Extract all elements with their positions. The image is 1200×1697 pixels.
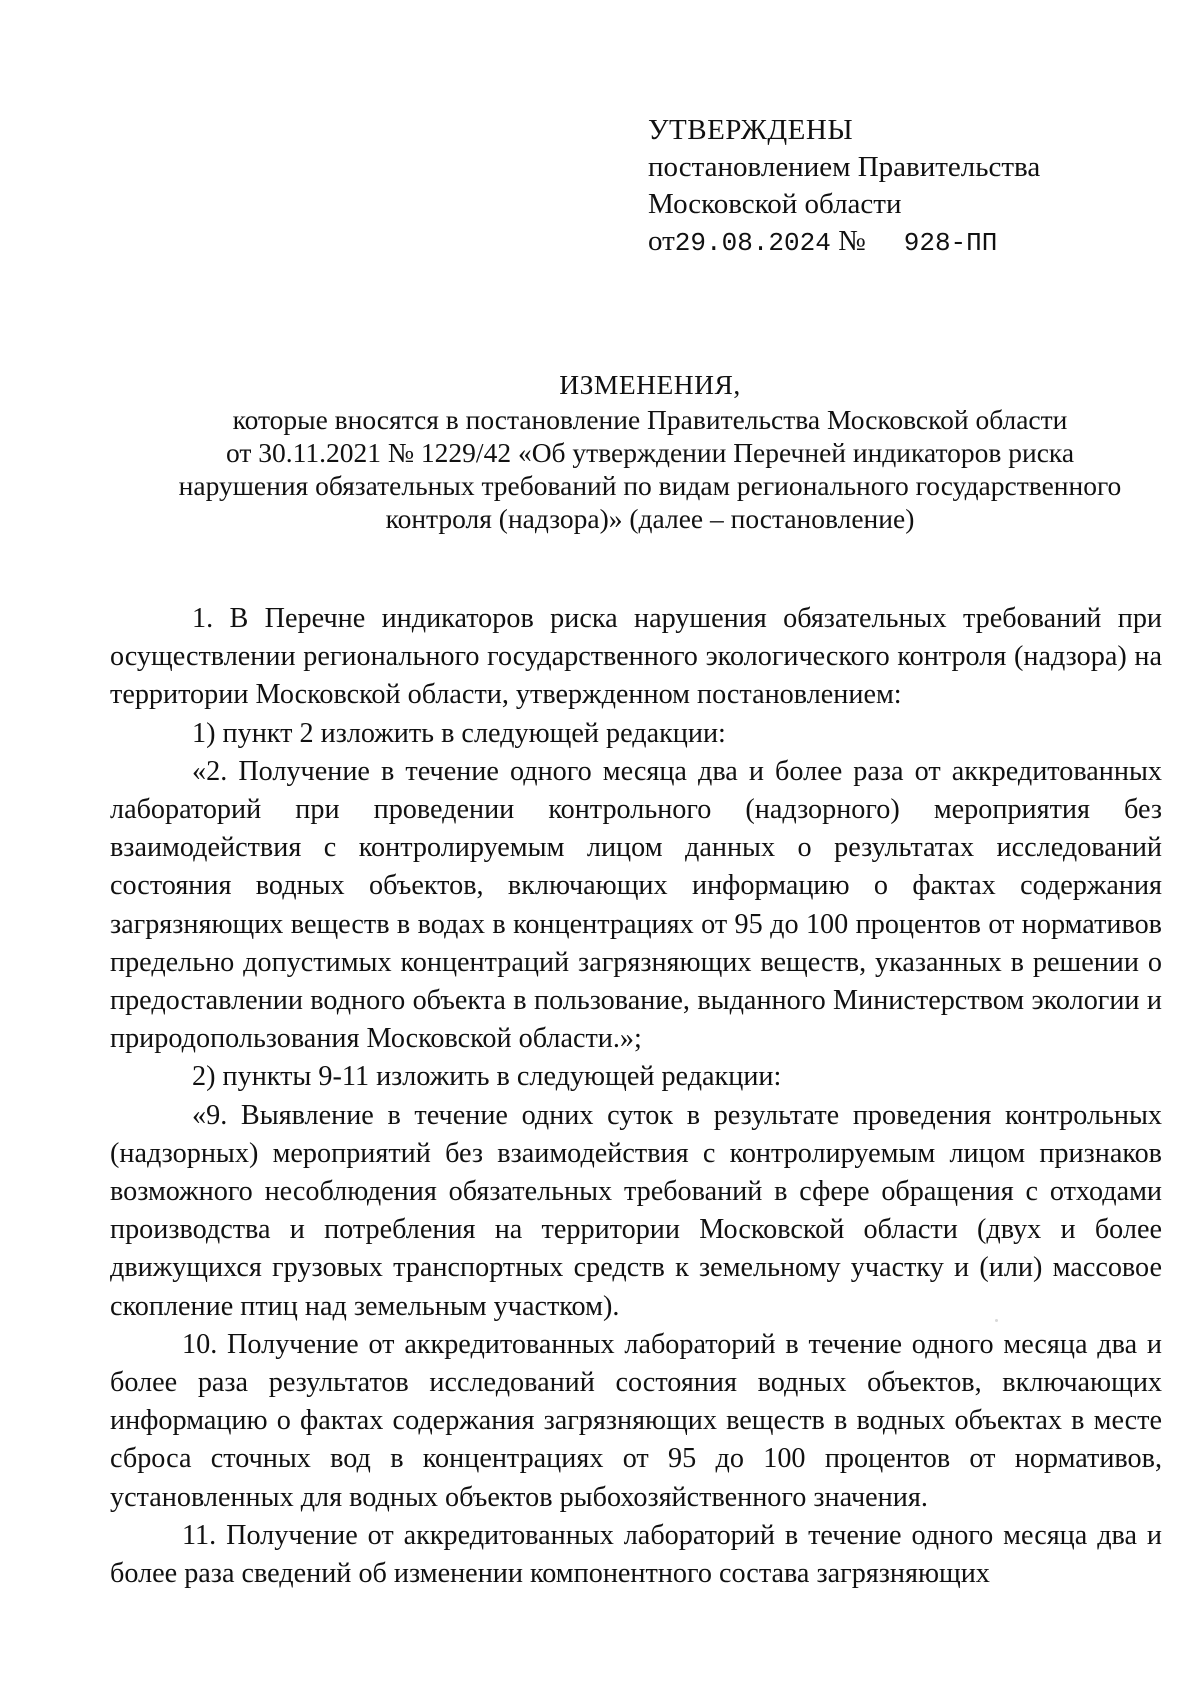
heading-line-2: от 30.11.2021 № 1229/42 «Об утверждении Перечней индикаторов риска bbox=[225, 437, 1075, 468]
approval-date: 29.08.2024 bbox=[674, 228, 831, 258]
approval-line-2: Московской области bbox=[648, 188, 902, 220]
approval-number: 928-ПП bbox=[903, 228, 998, 258]
approval-date-line bbox=[648, 223, 1118, 262]
approval-line-1: постановлением Правительства bbox=[648, 151, 1041, 183]
heading-line-1: которые вносятся в постановление Правительства Московской области bbox=[232, 404, 1068, 435]
document-body bbox=[110, 600, 1162, 1593]
paragraph-7: 11. Получение от аккредитованных лабораторий в течение одного месяца два и более раза сведений об изменении компонентного состава загрязняющих bbox=[110, 1519, 1162, 1590]
paragraph-5: «9. Выявление в течение одних суток в результате проведения контрольных (надзорных) мероприятий без взаимодействия с контролируемым лицом признаков возможного несоблюдения обязательных требований в сфере обращения с отходами производства и потребления на территории Московской области (двух и более движущихся грузовых транспортных средств к земельному участку и (или) массовое скопление птиц над земельным участком). bbox=[110, 1099, 1162, 1322]
heading-title: ИЗМЕНЕНИЯ, bbox=[559, 369, 741, 400]
paragraph-2: 1) пункт 2 изложить в следующей редакции: bbox=[192, 717, 726, 749]
heading-line-4: контроля (надзора)» (далее – постановление) bbox=[385, 503, 915, 534]
approval-title: УТВЕРЖДЕНЫ bbox=[648, 114, 854, 146]
heading-line-3: нарушения обязательных требований по видам регионального государственного bbox=[178, 470, 1122, 501]
document-heading bbox=[150, 368, 1150, 535]
paragraph-1: 1. В Перечне индикаторов риска нарушения обязательных требований при осуществлении регионального государственного экологического контроля (надзора) на территории Московской области, утвержденном постановлением: bbox=[110, 603, 1162, 711]
paragraph-4: 2) пункты 9-11 изложить в следующей редакции: bbox=[192, 1061, 782, 1093]
scan-artifact bbox=[995, 1319, 998, 1322]
number-sign: № bbox=[838, 225, 866, 257]
paragraph-6: 10. Получение от аккредитованных лабораторий в течение одного месяца два и более раза результатов исследований состояния водных объектов, включающих информацию о фактах содержания загрязняющих веществ в водных объектах в месте сброса сточных вод в концентрациях от 95 до 100 процентов от нормативов, установленных для водных объектов рыбохозяйственного значения. bbox=[110, 1328, 1162, 1513]
paragraph-3: «2. Получение в течение одного месяца два и более раза от аккредитованных лабораторий при проведении контрольного (надзорного) мероприятия без взаимодействия с контролируемым лицом данных о результатах исследований состояния водных объектов, включающих информацию о фактах содержания загрязняющих веществ в водах в концентрациях от 95 до 100 процентов от нормативов предельно допустимых концентраций загрязняющих веществ, указанных в решении о предоставлении водного объекта в пользование, выданного Министерством экологии и природопользования Московской области.»; bbox=[110, 755, 1162, 1055]
approval-stamp bbox=[648, 112, 1118, 262]
date-prefix: от bbox=[648, 225, 675, 257]
